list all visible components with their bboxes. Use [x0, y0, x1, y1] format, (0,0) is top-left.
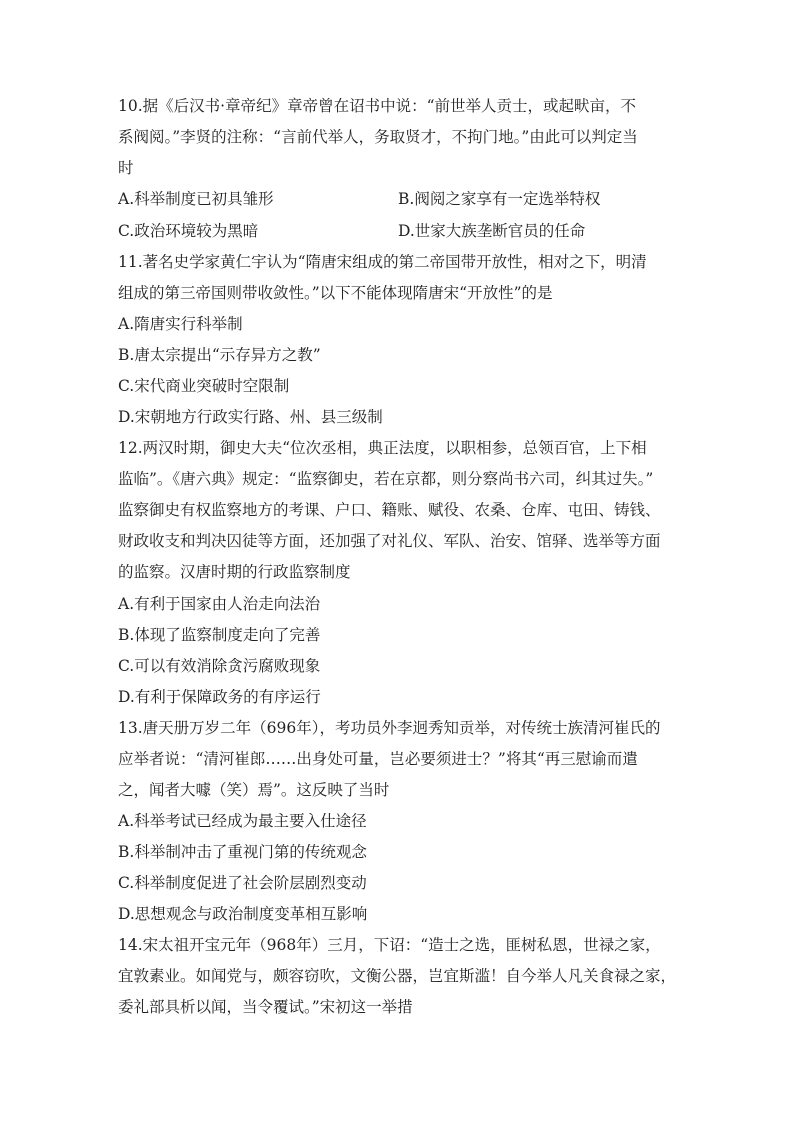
question-10-option-d: D.世家大族垄断官员的任命 [398, 222, 586, 240]
question-13-stem-line-3: 之，闻者大噱（笑）焉”。这反映了当时 [118, 781, 390, 799]
question-12-option-b: B.体现了监察制度走向了完善 [118, 626, 321, 644]
question-13-stem-line-2: 应举者说：“清河崔郎……出身处可量，岂必要须进士？”将其“再三慰谕而遣 [118, 750, 638, 768]
question-10-stem-line-3: 时 [118, 159, 134, 177]
question-10-option-a: A.科举制度已初具雏形 [118, 190, 274, 208]
question-10-option-b: B.阀阅之家享有一定选举特权 [398, 190, 601, 208]
question-11-option-a: A.隋唐实行科举制 [118, 315, 243, 333]
question-12-stem-line-2: 监临”。《唐六典》规定：“监察御史，若在京都，则分察尚书六司，纠其过失。” [118, 470, 654, 488]
question-11-option-d: D.宋朝地方行政实行路、州、县三级制 [118, 408, 383, 426]
question-11-stem-line-2: 组成的第三帝国则带收敛性。”以下不能体现隋唐宋“开放性”的是 [118, 284, 553, 302]
question-14-stem-line-1: 14.宋太祖开宝元年（968年）三月，下诏：“造士之选，匪树私恩，世禄之家， [118, 936, 661, 954]
question-12-stem-line-1: 12.两汉时期，御史大夫“位次丞相，典正法度，以职相参，总领百官，上下相 [118, 439, 647, 457]
question-10-option-c: C.政治环境较为黑暗 [118, 222, 259, 240]
question-13-option-d: D.思想观念与政治制度变革相互影响 [118, 905, 368, 923]
question-12-stem-line-4: 财政收支和判决囚徒等方面，还加强了对礼仪、军队、治安、馆驿、选举等方面 [118, 532, 661, 550]
question-11-option-b: B.唐太宗提出“示存异方之教” [118, 346, 321, 364]
question-10-stem-line-2: 系阀阅。”李贤的注称：“言前代举人，务取贤才，不拘门地。”由此可以判定当 [118, 128, 638, 146]
question-13-option-c: C.科举制度促进了社会阶层剧烈变动 [118, 874, 367, 892]
question-12-stem-line-5: 的监察。汉唐时期的行政监察制度 [118, 563, 351, 581]
question-11-stem-line-1: 11.著名史学家黄仁宇认为“隋唐宋组成的第二帝国带开放性，相对之下，明清 [118, 253, 647, 271]
question-13-option-b: B.科举制冲击了重视门第的传统观念 [118, 843, 367, 861]
question-12-option-d: D.有利于保障政务的有序运行 [118, 688, 321, 706]
question-11-option-c: C.宋代商业突破时空限制 [118, 377, 290, 395]
question-10-stem-line-1: 10.据《后汉书·章帝纪》章帝曾在诏书中说：“前世举人贡士，或起畎亩，不 [118, 97, 637, 115]
question-12-option-c: C.可以有效消除贪污腐败现象 [118, 657, 321, 675]
question-12-stem-line-3: 监察御史有权监察地方的考课、户口、籍账、赋役、农桑、仓库、屯田、铸钱、 [118, 501, 661, 519]
question-13-stem-line-1: 13.唐天册万岁二年（696年），考功员外李迥秀知贡举，对传统士族清河崔氏的 [118, 719, 661, 737]
question-13-option-a: A.科举考试已经成为最主要入仕途径 [118, 812, 367, 830]
question-14-stem-line-3: 委礼部具析以闻，当令覆试。”宋初这一举措 [118, 998, 413, 1016]
question-14-stem-line-2: 宜敦素业。如闻党与，颇容窃吹，文衡公器，岂宜斯滥！自今举人凡关食禄之家， [118, 967, 677, 985]
question-12-option-a: A.有利于国家由人治走向法治 [118, 595, 321, 613]
